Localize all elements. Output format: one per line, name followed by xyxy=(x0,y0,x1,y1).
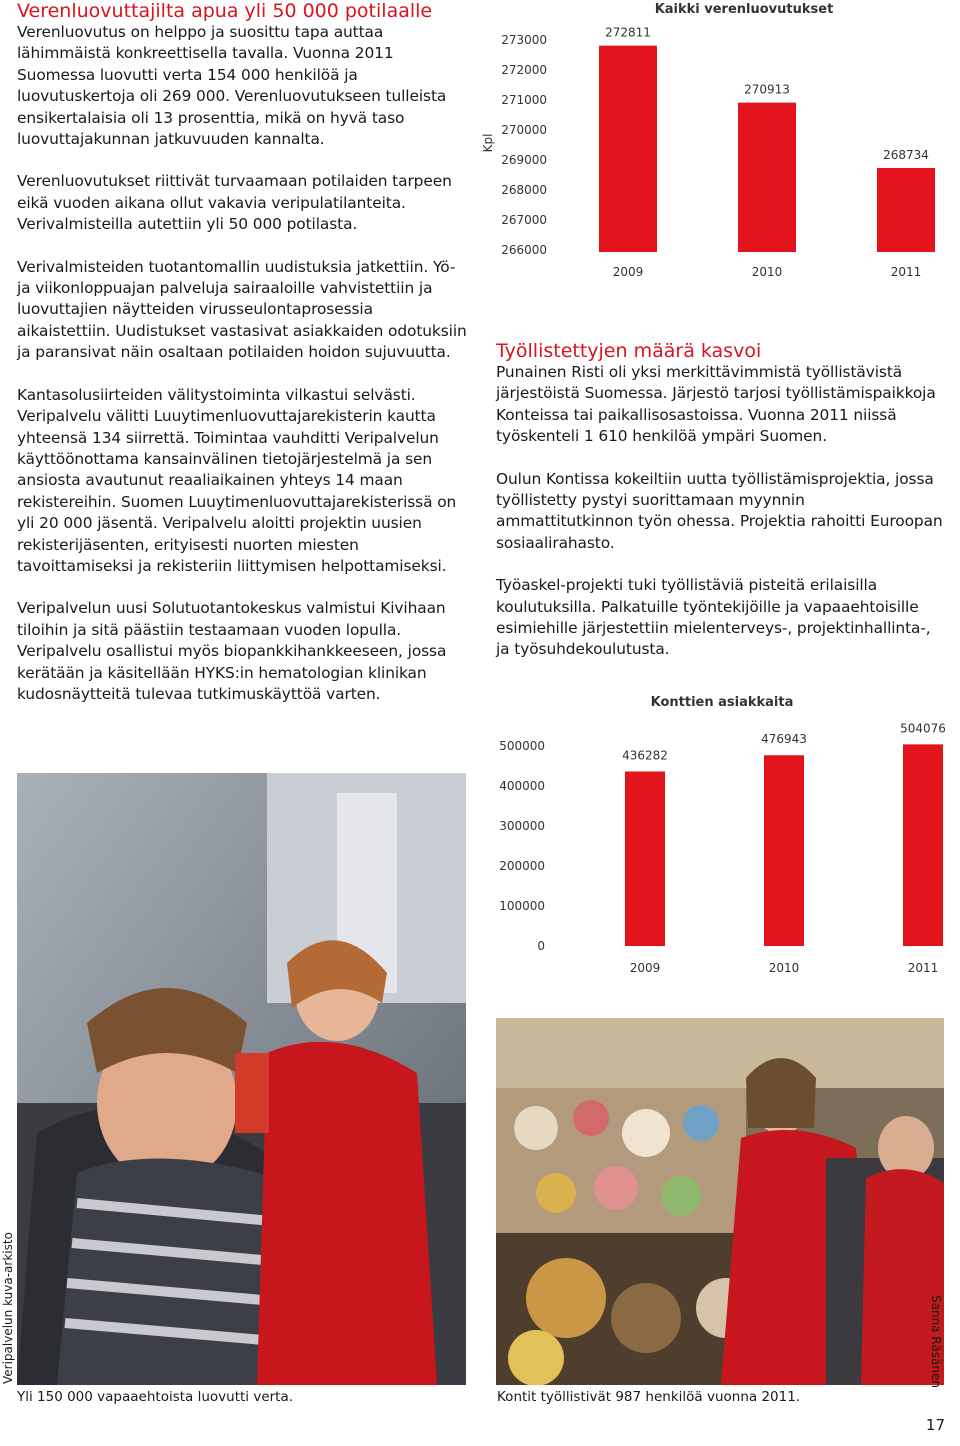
y-tick-label: 300000 xyxy=(499,819,545,833)
y-tick-label: 268000 xyxy=(501,183,547,197)
bar-2010 xyxy=(764,755,804,946)
left-paragraph-4: Kantasolusiirteiden välitystoiminta vilkastui selvästi. Veripalvelu välitti Luuytimenluovuttajarekisterin kautta yhteensä 134 siirrettä. Toimintaa vauhditti Veripalvelun käyttöönottama kansainvälinen tietojärjestelmä ja sen ansiosta avautunut reaaliaikainen yhteys 14 maan rekistereihin. Suomen Luuytimenluovuttajarekisterissä on yli 20 000 jäsentä. Veripalvelu aloitti projektin uusien rekisterijäsenten, erityisesti nuorten miesten tavoittamiseksi ja rekisteriin liittymisen helpottamiseksi. xyxy=(17,385,457,575)
bar-2009 xyxy=(625,771,665,946)
left-paragraph-2: Verenluovutukset riittivät turvaamaan potilaiden tarpeen eikä vuoden aikana ollut vakavia veripulatilanteita. Verivalmisteilla autettiin yli 50 000 potilasta. xyxy=(17,172,452,234)
bar-2010 xyxy=(738,103,796,252)
data-label: 476943 xyxy=(761,732,807,747)
left-photo-caption: Yli 150 000 vapaaehtoista luovutti verta. xyxy=(17,1389,294,1405)
y-tick-label: 269000 xyxy=(501,153,547,167)
photo-kontti-shop-image xyxy=(496,1018,944,1385)
right-paragraph-3: Työaskel-projekti tuki työllistäviä pisteitä erilaisilla koulutuksilla. Palkatuille työntekijöille ja vapaaehtoisille esimiehille järjestettiin mielenterveys-, projektinhallinta-, ja työsuhdekoulutusta. xyxy=(496,576,931,659)
y-tick-label: 500000 xyxy=(499,739,545,753)
left-paragraph-5: Veripalvelun uusi Solutuotantokeskus valmistui Kivihaan tiloihin ja sitä päästiin testaamaan vuoden lopulla. Veripalvelu osallistui myös biopankkihankkeeseen, jossa kerätään ja käsitellään HYKS:in hematologian klinikan kudosnäytteitä tulevaa tutkimuskäyttöä varten. xyxy=(17,599,447,703)
x-tick-label: 2009 xyxy=(629,961,661,975)
x-tick-label: 2011 xyxy=(890,265,922,279)
x-tick-label: 2009 xyxy=(612,265,644,279)
right-photo-credit: Sanna Räsänen xyxy=(929,1295,943,1388)
left-paragraph-1: Verenluovutus on helppo ja suosittu tapa auttaa lähimmäistä konkreettisella tavalla. Vuonna 2011 Suomessa luovutti verta 154 000 henkilöä ja luovutuskertoja oli 269 000. Verenluovutukseen tulleista ensikertalaisia oli 13 prosenttia, mikä on hyvä taso luovuttajakunnan jatkuvuuden kannalta. xyxy=(17,23,447,149)
y-axis-label: Kpl xyxy=(481,133,495,153)
chart-kontti-customers-svg xyxy=(490,688,960,980)
right-heading: Työllistettyjen määrä kasvoi xyxy=(496,340,762,362)
bar-2011 xyxy=(903,744,943,946)
y-tick-label: 271000 xyxy=(501,93,547,107)
page-number: 17 xyxy=(925,1416,945,1434)
bar-2011 xyxy=(877,168,935,252)
photo-blood-donation xyxy=(17,773,466,1385)
left-column xyxy=(17,0,469,726)
y-tick-label: 270000 xyxy=(501,123,547,137)
y-tick-label: 0 xyxy=(537,939,545,953)
y-tick-label: 273000 xyxy=(501,33,547,47)
y-tick-label: 267000 xyxy=(501,213,547,227)
data-label: 436282 xyxy=(622,748,668,763)
right-column xyxy=(496,340,946,682)
chart-blood-donations-svg xyxy=(478,0,960,290)
x-tick-label: 2011 xyxy=(907,961,939,975)
y-tick-label: 266000 xyxy=(501,243,547,257)
left-photo-credit: Veripalvelun kuva-arkisto xyxy=(1,1232,15,1384)
y-tick-label: 100000 xyxy=(499,899,545,913)
bar-2009 xyxy=(599,46,657,252)
chart-kontti-customers xyxy=(490,688,960,980)
x-tick-label: 2010 xyxy=(768,961,800,975)
photo-blood-donation-image xyxy=(17,773,466,1385)
right-photo-caption: Kontit työllistivät 987 henkilöä vuonna 2011. xyxy=(497,1389,801,1405)
chart-blood-donations xyxy=(478,0,960,290)
data-label: 270913 xyxy=(744,82,790,97)
y-tick-label: 400000 xyxy=(499,779,545,793)
left-paragraph-3: Verivalmisteiden tuotantomallin uudistuksia jatkettiin. Yö- ja viikonloppuajan palveluja sairaaloille vahvistettiin ja luovuttajien näytteiden virusseulontaprosessia aikaistettiin. Uudistukset vastasivat asiakkaiden odotuksiin ja paransivat näin osaltaan potilaiden hoidon sujuvuutta. xyxy=(17,257,467,362)
left-heading: Verenluovuttajilta apua yli 50 000 potilaalle xyxy=(17,0,433,22)
right-paragraph-1: Punainen Risti oli yksi merkittävimmistä työllistävistä järjestöistä Suomessa. Järjestö tarjosi työllistämispaikkoja Konteissa tai paikallisosastoissa. Vuonna 2011 niissä työskenteli 1 610 henkilöä ympäri Suomen. xyxy=(496,363,936,446)
y-tick-label: 272000 xyxy=(501,63,547,77)
x-tick-label: 2010 xyxy=(751,265,783,279)
data-label: 272811 xyxy=(605,25,651,40)
chart-title: Konttien asiakkaita xyxy=(650,695,794,710)
chart-title: Kaikki verenluovutukset xyxy=(654,2,834,17)
photo-kontti-shop xyxy=(496,1018,944,1385)
y-tick-label: 200000 xyxy=(499,859,545,873)
data-label: 268734 xyxy=(883,147,929,162)
right-paragraph-2: Oulun Kontissa kokeiltiin uutta työllistämisprojektia, jossa työllistetty pystyi suorittamaan myynnin ammattitutkinnon työn ohessa. Projektia rahoitti Euroopan sosiaalirahasto. xyxy=(496,469,943,552)
data-label: 504076 xyxy=(900,721,946,736)
